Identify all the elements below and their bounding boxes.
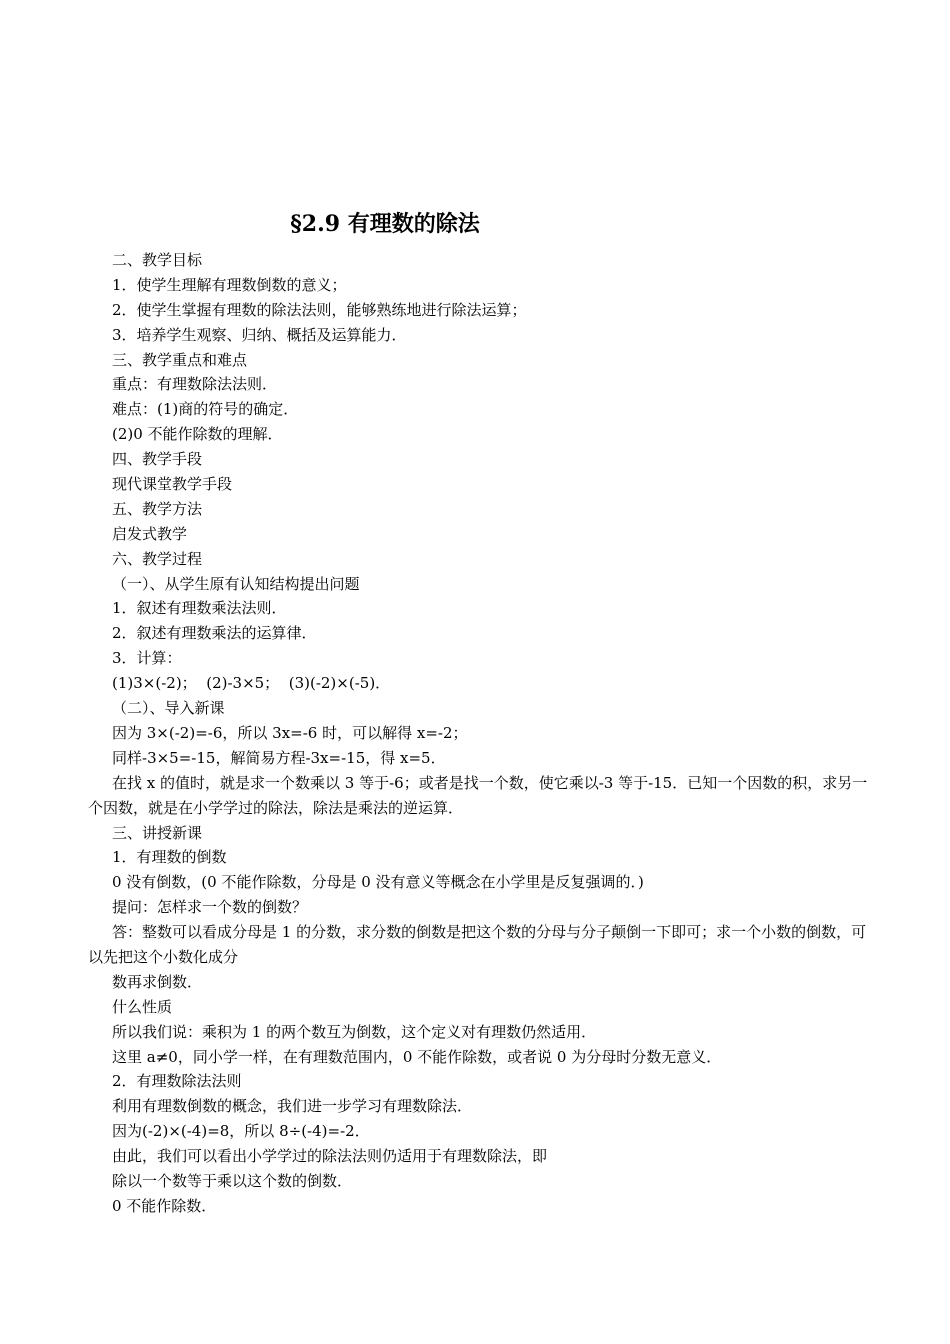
- paragraph: [88, 920, 868, 970]
- section-heading-means: 四、教学手段: [112, 450, 203, 469]
- paragraph: [88, 771, 868, 821]
- text-line: 提问：怎样求一个数的倒数？: [112, 898, 308, 917]
- text-line: 1．使学生理解有理数倒数的意义；: [112, 275, 347, 294]
- section-heading-objectives: 二、教学目标: [112, 251, 203, 269]
- text-line: 3．培养学生观察、归纳、概括及运算能力．: [112, 325, 407, 344]
- text-line: 2．叙述有理数乘法的运算律．: [112, 624, 317, 643]
- text-line: 启发式教学: [112, 524, 188, 543]
- text-line: 2．有理数除法法则: [112, 1072, 242, 1091]
- text-line: 现代课堂教学手段: [112, 475, 233, 494]
- text-line: 1．叙述有理数乘法法则．: [112, 599, 287, 618]
- math-line: (1)3×(-2)； (2)-3×5； (3)(-2)×(-5)．: [112, 674, 391, 693]
- paragraph-text: 答：整数可以看成分母是 1 的分数，求分数的倒数是把这个数的分母与分子颠倒一下即可；求一个小数的倒数，可以先把这个小数化成分: [88, 923, 867, 966]
- paragraph-text: 在找 x 的值时，就是求一个数乘以 3 等于-6；或者是找一个数，使它乘以-3 等于-15．已知一个因数的积，求另一个因数，就是在小学学过的除法，除法是乘法的逆运算．: [88, 773, 868, 817]
- text-line: 难点：(1)商的符号的确定．: [112, 400, 299, 419]
- section-heading-methods: 五、教学方法: [112, 499, 203, 518]
- text-line: 2．使学生掌握有理数的除法法则，能够熟练地进行除法运算；: [112, 300, 527, 319]
- text-line: 同样-3×5=-15，解简易方程-3x=-15，得 x=5．: [112, 748, 446, 767]
- text-line: 0 没有倒数，(0 不能作除数，分母是 0 没有意义等概念在小学里是反复强调的．): [112, 873, 644, 892]
- subsection-heading: （一）、从学生原有认知结构提出问题: [112, 574, 360, 593]
- document-title: §2.9 有理数的除法: [290, 211, 480, 237]
- text-line: 0 不能作除数．: [112, 1196, 217, 1215]
- section-heading-process: 六、教学过程: [112, 549, 203, 568]
- document-body: [88, 248, 868, 1219]
- text-line: 重点：有理数除法法则．: [112, 375, 278, 394]
- subsection-heading: （二）、导入新课: [112, 699, 225, 718]
- text-line: 除以一个数等于乘以这个数的倒数．: [112, 1172, 353, 1191]
- text-line: 这里 a≠0，同小学一样，在有理数范围内，0 不能作除数，或者说 0 为分母时分数无意义．: [112, 1047, 722, 1066]
- text-line: 数再求倒数．: [112, 972, 203, 991]
- text-line: 1．有理数的倒数: [112, 848, 227, 867]
- section-heading-key-points: 三、教学重点和难点: [112, 350, 248, 369]
- text-line: 3．计算：: [112, 649, 182, 668]
- text-line: 因为 3×(-2)=-6，所以 3x=-6 时，可以解得 x=-2；: [112, 723, 468, 742]
- text-line: 所以我们说：乘积为 1 的两个数互为倒数，这个定义对有理数仍然适用．: [112, 1022, 597, 1041]
- text-line: (2)0 不能作除数的理解．: [112, 425, 283, 444]
- text-line: 由此，我们可以看出小学学过的除法法则仍适用于有理数除法，即: [112, 1147, 548, 1166]
- text-line: 因为(-2)×(-4)=8，所以 8÷(-4)=-2．: [112, 1122, 370, 1141]
- text-line: 什么性质: [112, 997, 173, 1016]
- text-line: 利用有理数倒数的概念，我们进一步学习有理数除法．: [112, 1097, 473, 1116]
- section-heading-new-lesson: 三、讲授新课: [112, 823, 203, 842]
